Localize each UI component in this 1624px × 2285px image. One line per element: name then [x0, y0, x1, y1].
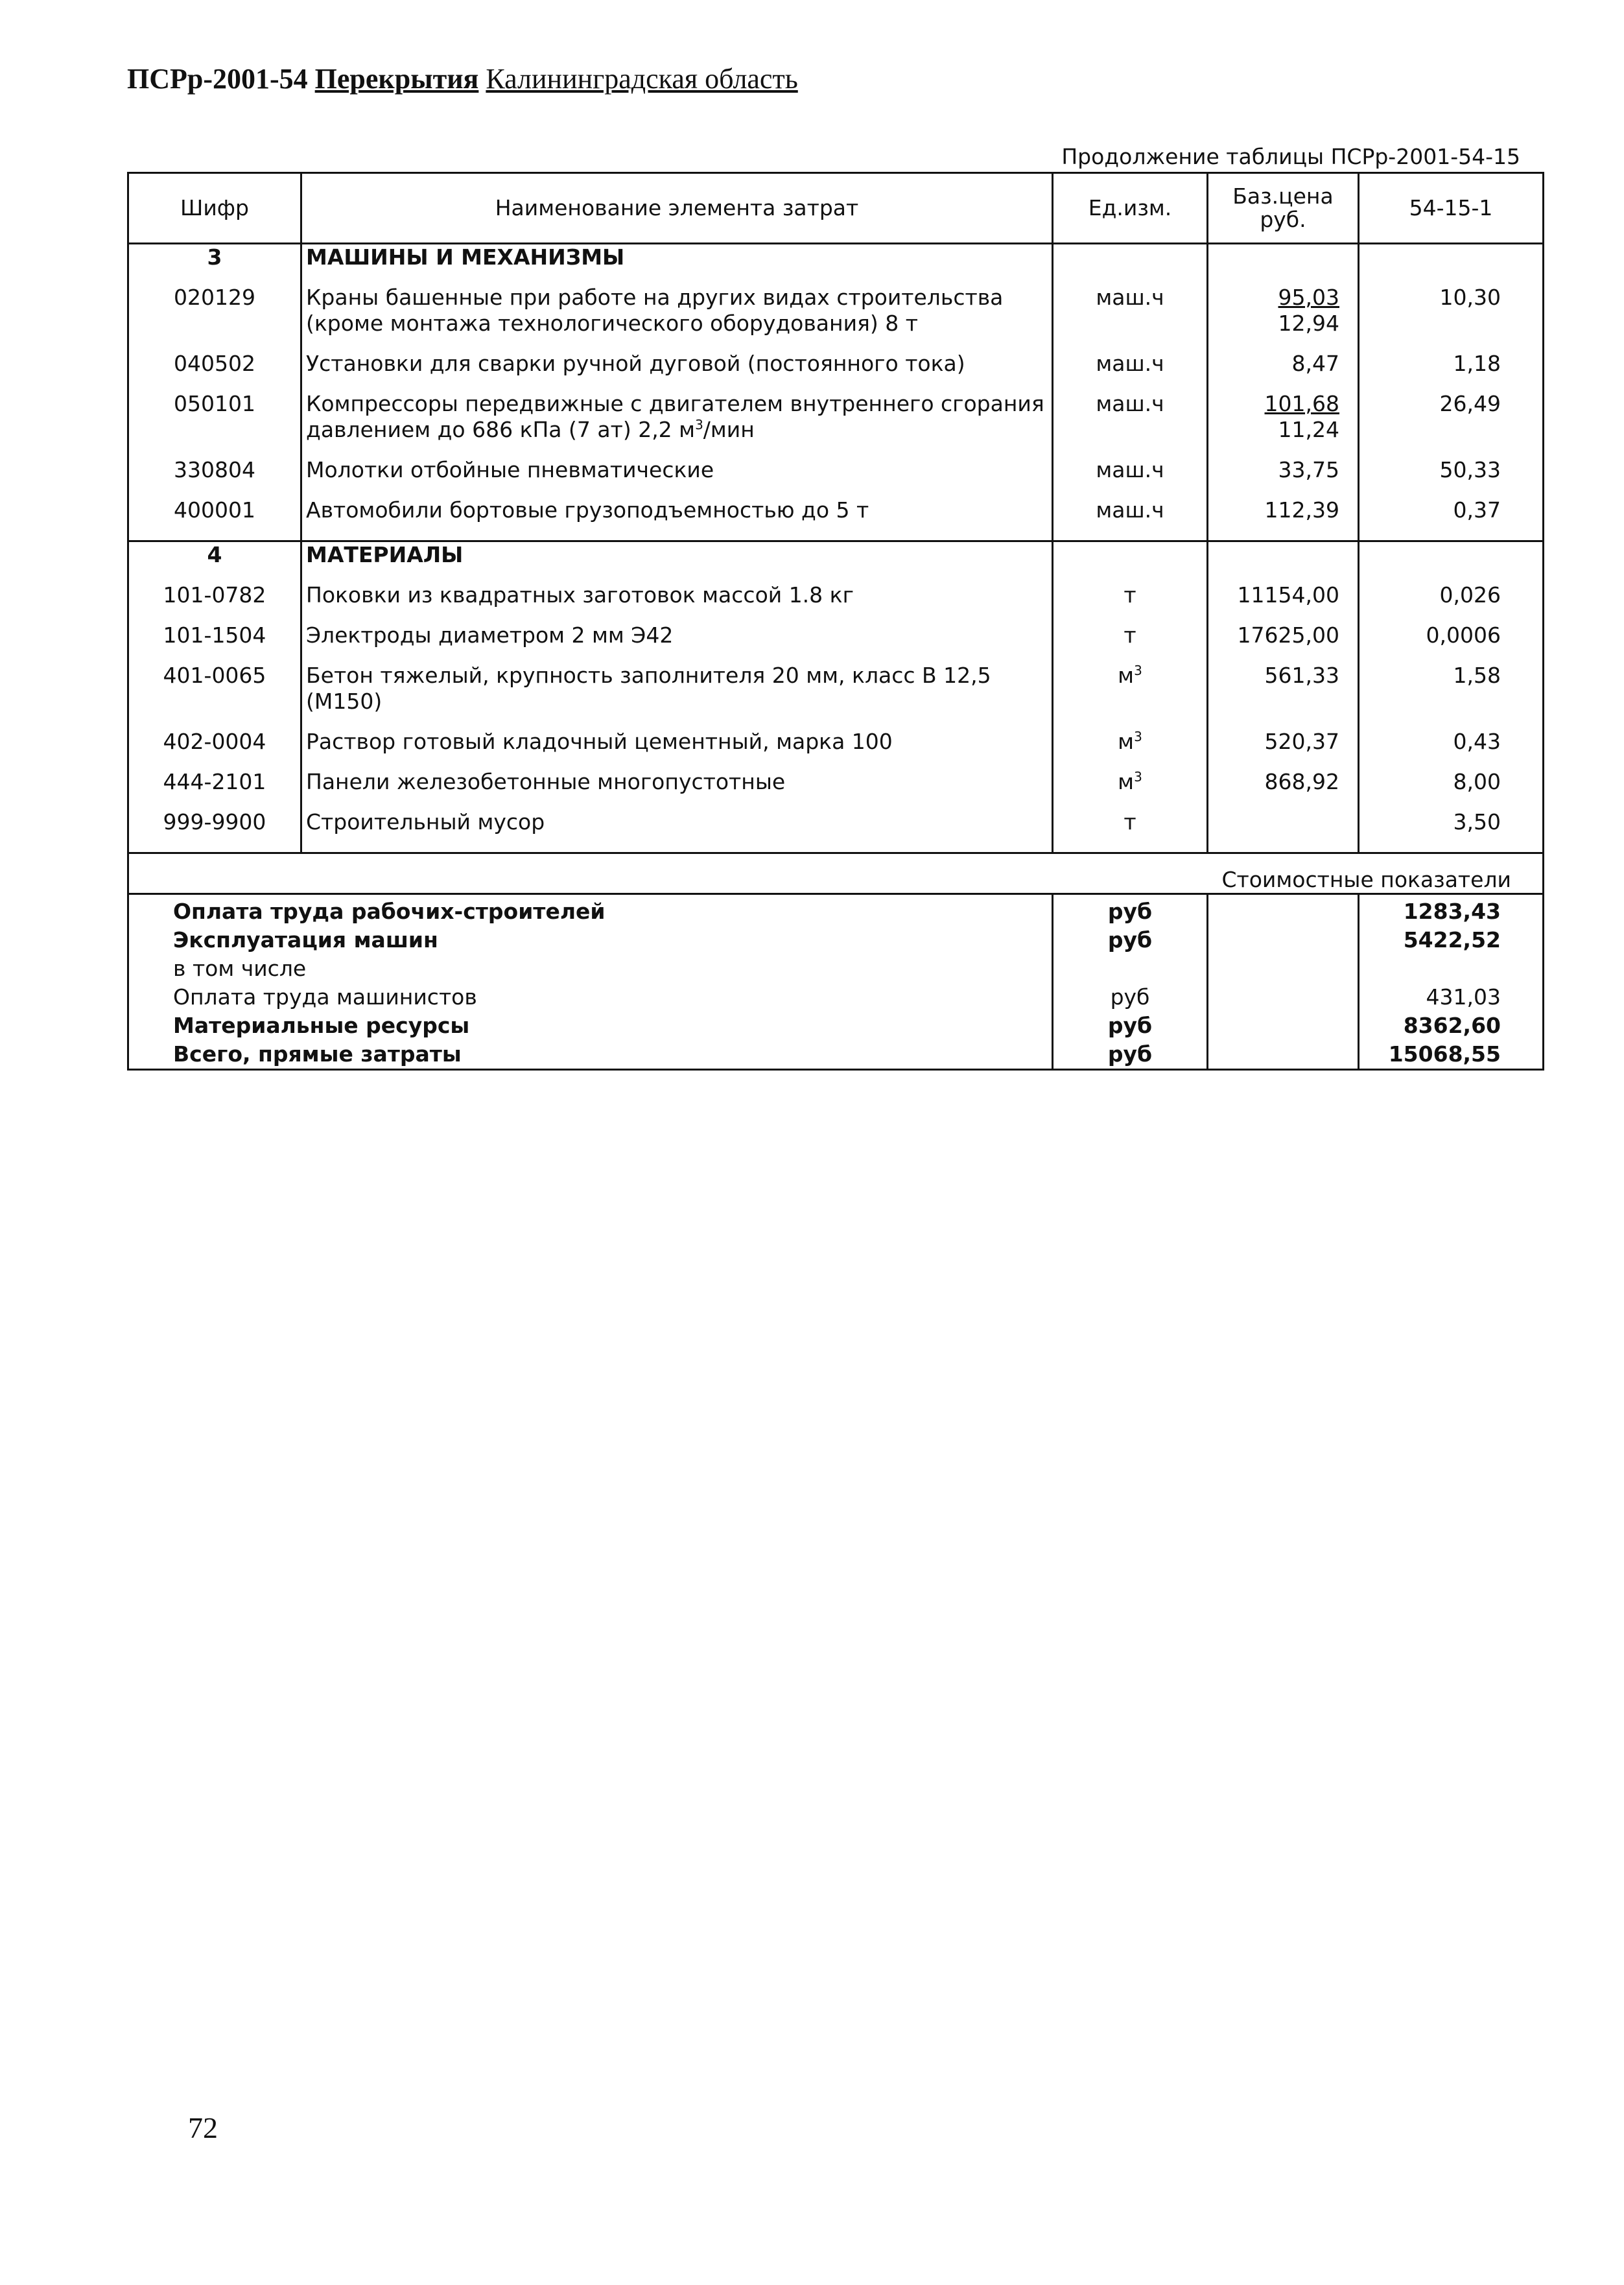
header-section: Перекрытия: [314, 63, 479, 95]
summary-row: [128, 954, 1544, 983]
col-header-price: [1208, 173, 1359, 244]
cost-indicators-title: Стоимостные показатели: [128, 853, 1544, 894]
row-price: 868,92: [1208, 755, 1359, 795]
row-code: 402-0004: [128, 715, 301, 755]
table-continuation-caption: Продолжение таблицы ПСРр-2001-54-15: [1061, 144, 1520, 169]
col-header-name: Наименование элемента затрат: [301, 173, 1053, 244]
table-row: [128, 483, 1544, 541]
row-code: 020129: [128, 270, 301, 337]
table-row: [128, 715, 1544, 755]
document-header: [127, 62, 798, 95]
row-name: Поковки из квадратных заготовок массой 1.8 кг: [301, 568, 1053, 608]
summary-row: [128, 1012, 1544, 1040]
row-unit: маш.ч: [1053, 483, 1208, 541]
row-code: 050101: [128, 377, 301, 443]
summary-row: [128, 926, 1544, 954]
section-number: 4: [128, 541, 301, 569]
row-name: Установки для сварки ручной дуговой (постоянного тока): [301, 337, 1053, 377]
row-value: 1,58: [1359, 648, 1544, 715]
section-title: МАШИНЫ И МЕХАНИЗМЫ: [301, 244, 1053, 271]
row-name: Краны башенные при работе на других видах строительства (кроме монтажа технологического оборудования) 8 т: [301, 270, 1053, 337]
row-price: 33,75: [1208, 443, 1359, 483]
section-title: МАТЕРИАЛЫ: [301, 541, 1053, 569]
summary-value: 431,03: [1359, 983, 1544, 1012]
row-price: 95,03 12,94: [1208, 270, 1359, 337]
summary-value: 5422,52: [1359, 926, 1544, 954]
row-value: 0,0006: [1359, 608, 1544, 648]
col-header-price-line2: руб.: [1260, 207, 1306, 232]
row-price: 8,47: [1208, 337, 1359, 377]
col-header-code: Шифр: [128, 173, 301, 244]
section-row-materials: [128, 541, 1544, 569]
row-price: 520,37: [1208, 715, 1359, 755]
summary-value: 15068,55: [1359, 1040, 1544, 1070]
row-name: Электроды диаметром 2 мм Э42: [301, 608, 1053, 648]
summary-value: 1283,43: [1359, 894, 1544, 927]
row-name: Раствор готовый кладочный цементный, марка 100: [301, 715, 1053, 755]
summary-unit: руб: [1053, 1040, 1208, 1070]
header-code: ПСРр-2001-54: [127, 63, 308, 95]
row-code: 101-1504: [128, 608, 301, 648]
summary-unit: руб: [1053, 983, 1208, 1012]
section-row-machines: [128, 244, 1544, 271]
row-price: 101,68 11,24: [1208, 377, 1359, 443]
table-row: [128, 377, 1544, 443]
cost-table: [127, 172, 1544, 1071]
col-header-unit: Ед.изм.: [1053, 173, 1208, 244]
row-value: 0,37: [1359, 483, 1544, 541]
header-region: Калининградская область: [486, 63, 798, 95]
row-code: 101-0782: [128, 568, 301, 608]
table-row: [128, 755, 1544, 795]
table-row: [128, 795, 1544, 853]
row-code: 400001: [128, 483, 301, 541]
summary-label: Эксплуатация машин: [128, 926, 1053, 954]
table-row: [128, 608, 1544, 648]
row-unit: т: [1053, 608, 1208, 648]
summary-row: [128, 1040, 1544, 1070]
cost-indicators-row: [128, 853, 1544, 894]
row-value: 0,026: [1359, 568, 1544, 608]
row-unit: $м^3$: [1053, 648, 1208, 715]
summary-label: Материальные ресурсы: [128, 1012, 1053, 1040]
summary-row: [128, 983, 1544, 1012]
table-row: [128, 337, 1544, 377]
row-unit: $м^3$: [1053, 715, 1208, 755]
row-price: 11154,00: [1208, 568, 1359, 608]
row-unit: маш.ч: [1053, 443, 1208, 483]
row-code: 444-2101: [128, 755, 301, 795]
summary-unit: руб: [1053, 1012, 1208, 1040]
row-unit: маш.ч: [1053, 337, 1208, 377]
row-value: 8,00: [1359, 755, 1544, 795]
row-value: 0,43: [1359, 715, 1544, 755]
table-header-row: [128, 173, 1544, 244]
row-price: [1208, 795, 1359, 853]
row-unit: $м^3$: [1053, 755, 1208, 795]
summary-unit: руб: [1053, 926, 1208, 954]
table-row: [128, 443, 1544, 483]
row-price: 17625,00: [1208, 608, 1359, 648]
row-name: Компрессоры передвижные с двигателем внутреннего сгорания давлением до 686 кПа (7 ат) 2,2 $м^3$/мин: [301, 377, 1053, 443]
col-header-value: 54-15-1: [1359, 173, 1544, 244]
page-number: 72: [188, 2111, 218, 2144]
row-name: Строительный мусор: [301, 795, 1053, 853]
row-value: 10,30: [1359, 270, 1544, 337]
row-price: 112,39: [1208, 483, 1359, 541]
summary-row: [128, 894, 1544, 927]
row-name: Панели железобетонные многопустотные: [301, 755, 1053, 795]
row-code: 401-0065: [128, 648, 301, 715]
row-value: 50,33: [1359, 443, 1544, 483]
row-value: 1,18: [1359, 337, 1544, 377]
row-price: 561,33: [1208, 648, 1359, 715]
section-number: 3: [128, 244, 301, 271]
summary-label: Всего, прямые затраты: [128, 1040, 1053, 1070]
summary-label: в том числе: [128, 954, 1053, 983]
row-code: 999-9900: [128, 795, 301, 853]
row-code: 330804: [128, 443, 301, 483]
summary-label: Оплата труда машинистов: [128, 983, 1053, 1012]
row-unit: маш.ч: [1053, 270, 1208, 337]
table-row: [128, 648, 1544, 715]
row-name: Автомобили бортовые грузоподъемностью до 5 т: [301, 483, 1053, 541]
row-name: Бетон тяжелый, крупность заполнителя 20 мм, класс В 12,5 (М150): [301, 648, 1053, 715]
row-value: 3,50: [1359, 795, 1544, 853]
row-value: 26,49: [1359, 377, 1544, 443]
table-row: [128, 270, 1544, 337]
row-unit: т: [1053, 568, 1208, 608]
table-row: [128, 568, 1544, 608]
summary-value: 8362,60: [1359, 1012, 1544, 1040]
col-header-price-line1: Баз.цена: [1232, 184, 1334, 209]
row-unit: маш.ч: [1053, 377, 1208, 443]
row-code: 040502: [128, 337, 301, 377]
summary-label: Оплата труда рабочих-строителей: [128, 894, 1053, 927]
row-unit: т: [1053, 795, 1208, 853]
row-name: Молотки отбойные пневматические: [301, 443, 1053, 483]
summary-unit: руб: [1053, 894, 1208, 927]
